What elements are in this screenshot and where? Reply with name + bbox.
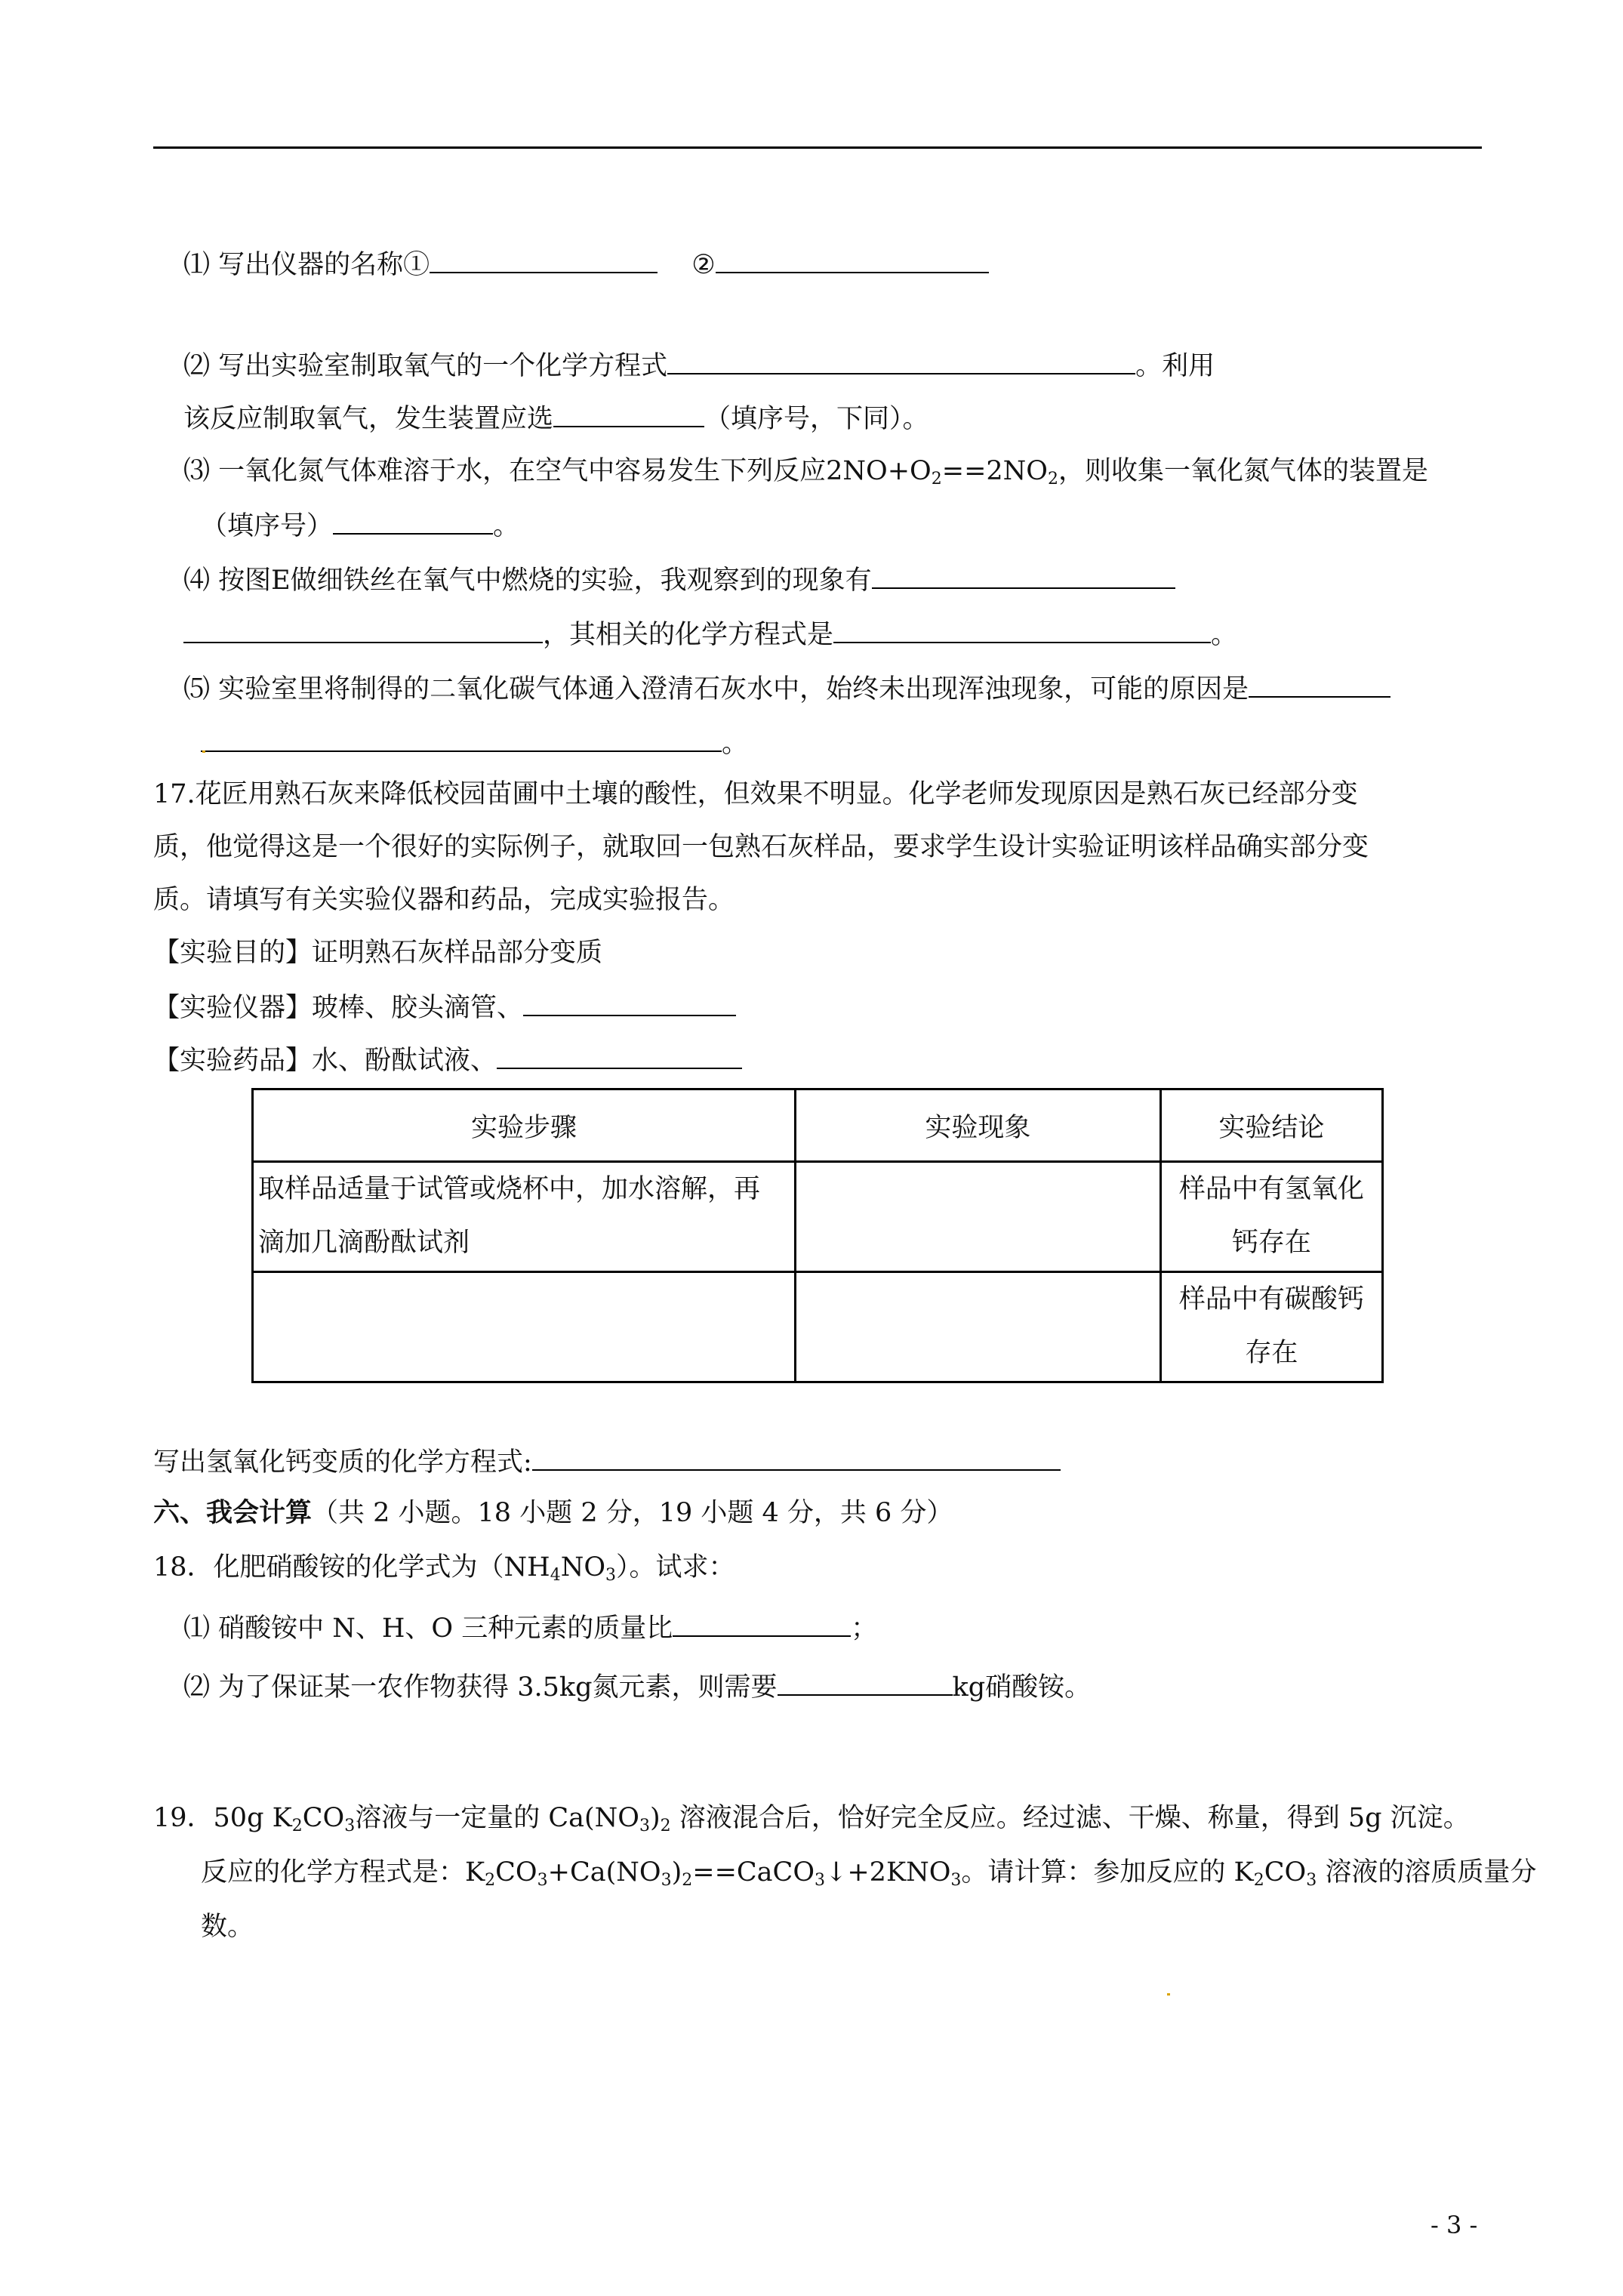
cell-step: 取样品适量于试管或烧杯中，加水溶解，再 滴加几滴酚酞试剂 [253,1162,796,1272]
cell-phenomenon[interactable] [796,1272,1161,1382]
answer-blank[interactable] [183,616,543,643]
table-row [253,1272,1383,1382]
section-6-heading: 六、我会计算（共 2 小题。18 小题 2 分，19 小题 4 分，共 6 分） [153,1497,953,1528]
stray-mark [202,750,205,753]
q17-purpose: 【实验目的】证明熟石灰样品部分变质 [153,938,603,968]
answer-blank[interactable] [778,1669,953,1696]
experiment-report-table [251,1088,1384,1383]
cell-phenomenon[interactable] [796,1162,1161,1272]
answer-blank[interactable] [523,989,736,1016]
q17-reagents: 【实验药品】水、酚酞试液、 [153,1042,742,1077]
answer-blank[interactable] [1249,670,1390,698]
cell-conclusion: 样品中有氢氧化 钙存在 [1160,1162,1382,1272]
header-rule [153,146,1482,149]
q16-part3-line1: ⑶ 一氧化氮气体难溶于水，在空气中容易发生下列反应$2NO+O_2==2NO_2$，则收集一氧化氮气体的装置是 [183,456,1429,488]
answer-blank[interactable] [553,400,704,427]
q18-part1: ⑴ 硝酸铵中 N、H、O 三种元素的质量比 ； [183,1610,877,1645]
answer-blank[interactable] [833,616,1211,643]
cell-conclusion: 样品中有碳酸钙 存在 [1160,1272,1382,1382]
page-number: - 3 - [1431,2211,1478,2239]
answer-blank[interactable] [667,347,1135,374]
table-header-row [253,1089,1383,1162]
q19-line1: 19．50g $K_2CO_3$溶液与一定量的 $Ca(NO_3)_2$ 溶液混合后，恰好完全反应。经过滤、干燥、称量，得到 5g 沉淀。 [153,1803,1470,1835]
q17-stem-line3: 质。请填写有关实验仪器和药品，完成实验报告。 [153,885,735,915]
q17-equation-prompt: 写出氢氧化钙变质的化学方程式: [153,1444,1061,1479]
q17-instruments: 【实验仪器】玻棒、胶头滴管、 [153,989,736,1025]
q16-part4-line1: ⑷ 按图E做细铁丝在氧气中燃烧的实验，我观察到的现象有 [183,562,1175,597]
answer-blank[interactable] [333,507,493,535]
answer-blank[interactable] [716,246,989,273]
answer-blank[interactable] [497,1042,742,1069]
q16-part1: ⑴ 写出仪器的名称① ② [183,246,989,282]
header-conclusion: 实验结论 [1160,1089,1382,1162]
cell-step[interactable] [253,1272,796,1382]
answer-blank[interactable] [532,1444,1061,1471]
q16-part2-line1: ⑵ 写出实验室制取氧气的一个化学方程式 。利用 [183,347,1215,383]
header-step: 实验步骤 [253,1089,796,1162]
q16-part5-line1: ⑸ 实验室里将制得的二氧化碳气体通入澄清石灰水中，始终未出现浑浊现象，可能的原因是 [183,670,1390,706]
answer-blank[interactable] [430,246,658,273]
answer-blank[interactable] [201,725,722,752]
q16-part3-line2: （填序号） 。 [201,507,519,543]
answer-blank[interactable] [872,562,1175,589]
header-phenomenon: 实验现象 [796,1089,1161,1162]
q17-stem-line1: 17.花匠用熟石灰来降低校园苗圃中土壤的酸性，但效果不明显。化学老师发现原因是熟石灰已经部分变 [153,779,1358,809]
answer-blank[interactable] [673,1610,851,1637]
stray-mark [1167,1993,1170,1996]
q16-part4-line2: ，其相关的化学方程式是 。 [183,616,1237,652]
q16-part2-line2: 该反应制取氧气，发生装置应选 （填序号，下同）。 [183,400,929,436]
table-row [253,1162,1383,1272]
q19-line3: 数。 [201,1912,254,1942]
q18-stem: 18．化肥硝酸铵的化学式为$(NH_4NO_3)$。试求： [153,1552,735,1585]
q19-line2: 反应的化学方程式是：$K_2CO_3+Ca(NO_3)_2==CaCO_3↓+2KNO_3$。请计算：参加反应的 $K_2CO_3$ 溶液的溶质质量分 [201,1857,1537,1890]
q18-part2: ⑵ 为了保证某一农作物获得 3.5kg氮元素，则需要 kg硝酸铵。 [183,1669,1091,1704]
q16-part5-line2: 。 [201,725,748,760]
q17-stem-line2: 质，他觉得这是一个很好的实际例子，就取回一包熟石灰样品，要求学生设计实验证明该样品确实部分变 [153,832,1369,862]
